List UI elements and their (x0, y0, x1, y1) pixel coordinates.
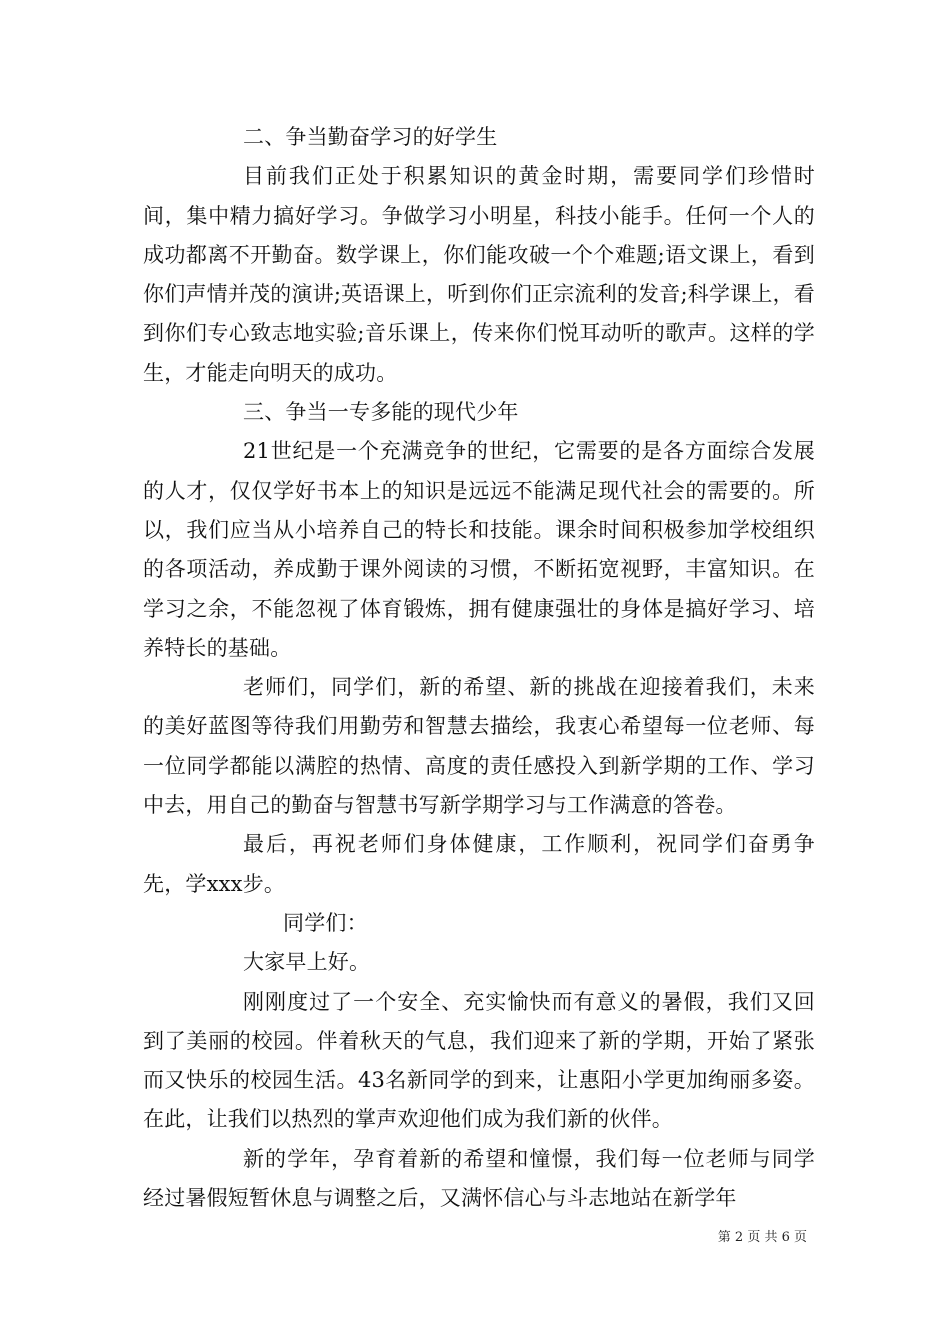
salutation: 同学们： (283, 910, 368, 935)
paragraph: 老师们，同学们，新的希望、新的挑战在迎接着我们，未来的美好蓝图等待我们用勤劳和智慧去描绘，我衷心希望每一位老师、每一位同学都能以满腔的热情、高度的责任感投入到新学期的工作、学习中去，用自己的勤奋与智慧书写新学期学习与工作满意的答卷。 (143, 675, 815, 818)
section-heading-3: 三、争当一专多能的现代少年 (243, 400, 519, 425)
document-body (143, 118, 815, 1218)
page-number: 第 2 页 共 6 页 (717, 1230, 807, 1245)
paragraph: 新的学年，孕育着新的希望和憧憬，我们每一位老师与同学经过暑假短暂休息与调整之后，又满怀信心与斗志地站在新学年 (143, 1146, 815, 1211)
paragraph: 最后，再祝老师们身体健康，工作顺利，祝同学们奋勇争先，学xxx步。 (143, 832, 815, 896)
paragraph: 目前我们正处于积累知识的黄金时期，需要同学们珍惜时间，集中精力搞好学习。争做学习小明星，科技小能手。任何一个人的成功都离不开勤奋。数学课上，你们能攻破一个个难题;语文课上，看到你们声情并茂的演讲;英语课上，听到你们正宗流利的发音;科学课上，看到你们专心致志地实验;音乐课上，传来你们悦耳动听的歌声。这样的学生，才能走向明天的成功。 (143, 164, 815, 385)
paragraph: 大家早上好。 (243, 950, 371, 975)
section-heading-2: 二、争当勤奋学习的好学生 (243, 125, 498, 149)
paragraph: 刚刚度过了一个安全、充实愉快而有意义的暑假，我们又回到了美丽的校园。伴着秋天的气息，我们迎来了新的学期，开始了紧张而又快乐的校园生活。43名新同学的到来，让惠阳小学更加绚丽多姿。在此，让我们以热烈的掌声欢迎他们成为我们新的伙伴。 (143, 989, 815, 1132)
paragraph: 21世纪是一个充满竞争的世纪，它需要的是各方面综合发展的人才，仅仅学好书本上的知识是远远不能满足现代社会的需要的。所以，我们应当从小培养自己的特长和技能。课余时间积极参加学校组织的各项活动，养成勤于课外阅读的习惯，不断拓宽视野，丰富知识。在学习之余，不能忽视了体育锻炼，拥有健康强壮的身体是搞好学习、培养特长的基础。 (143, 439, 815, 660)
